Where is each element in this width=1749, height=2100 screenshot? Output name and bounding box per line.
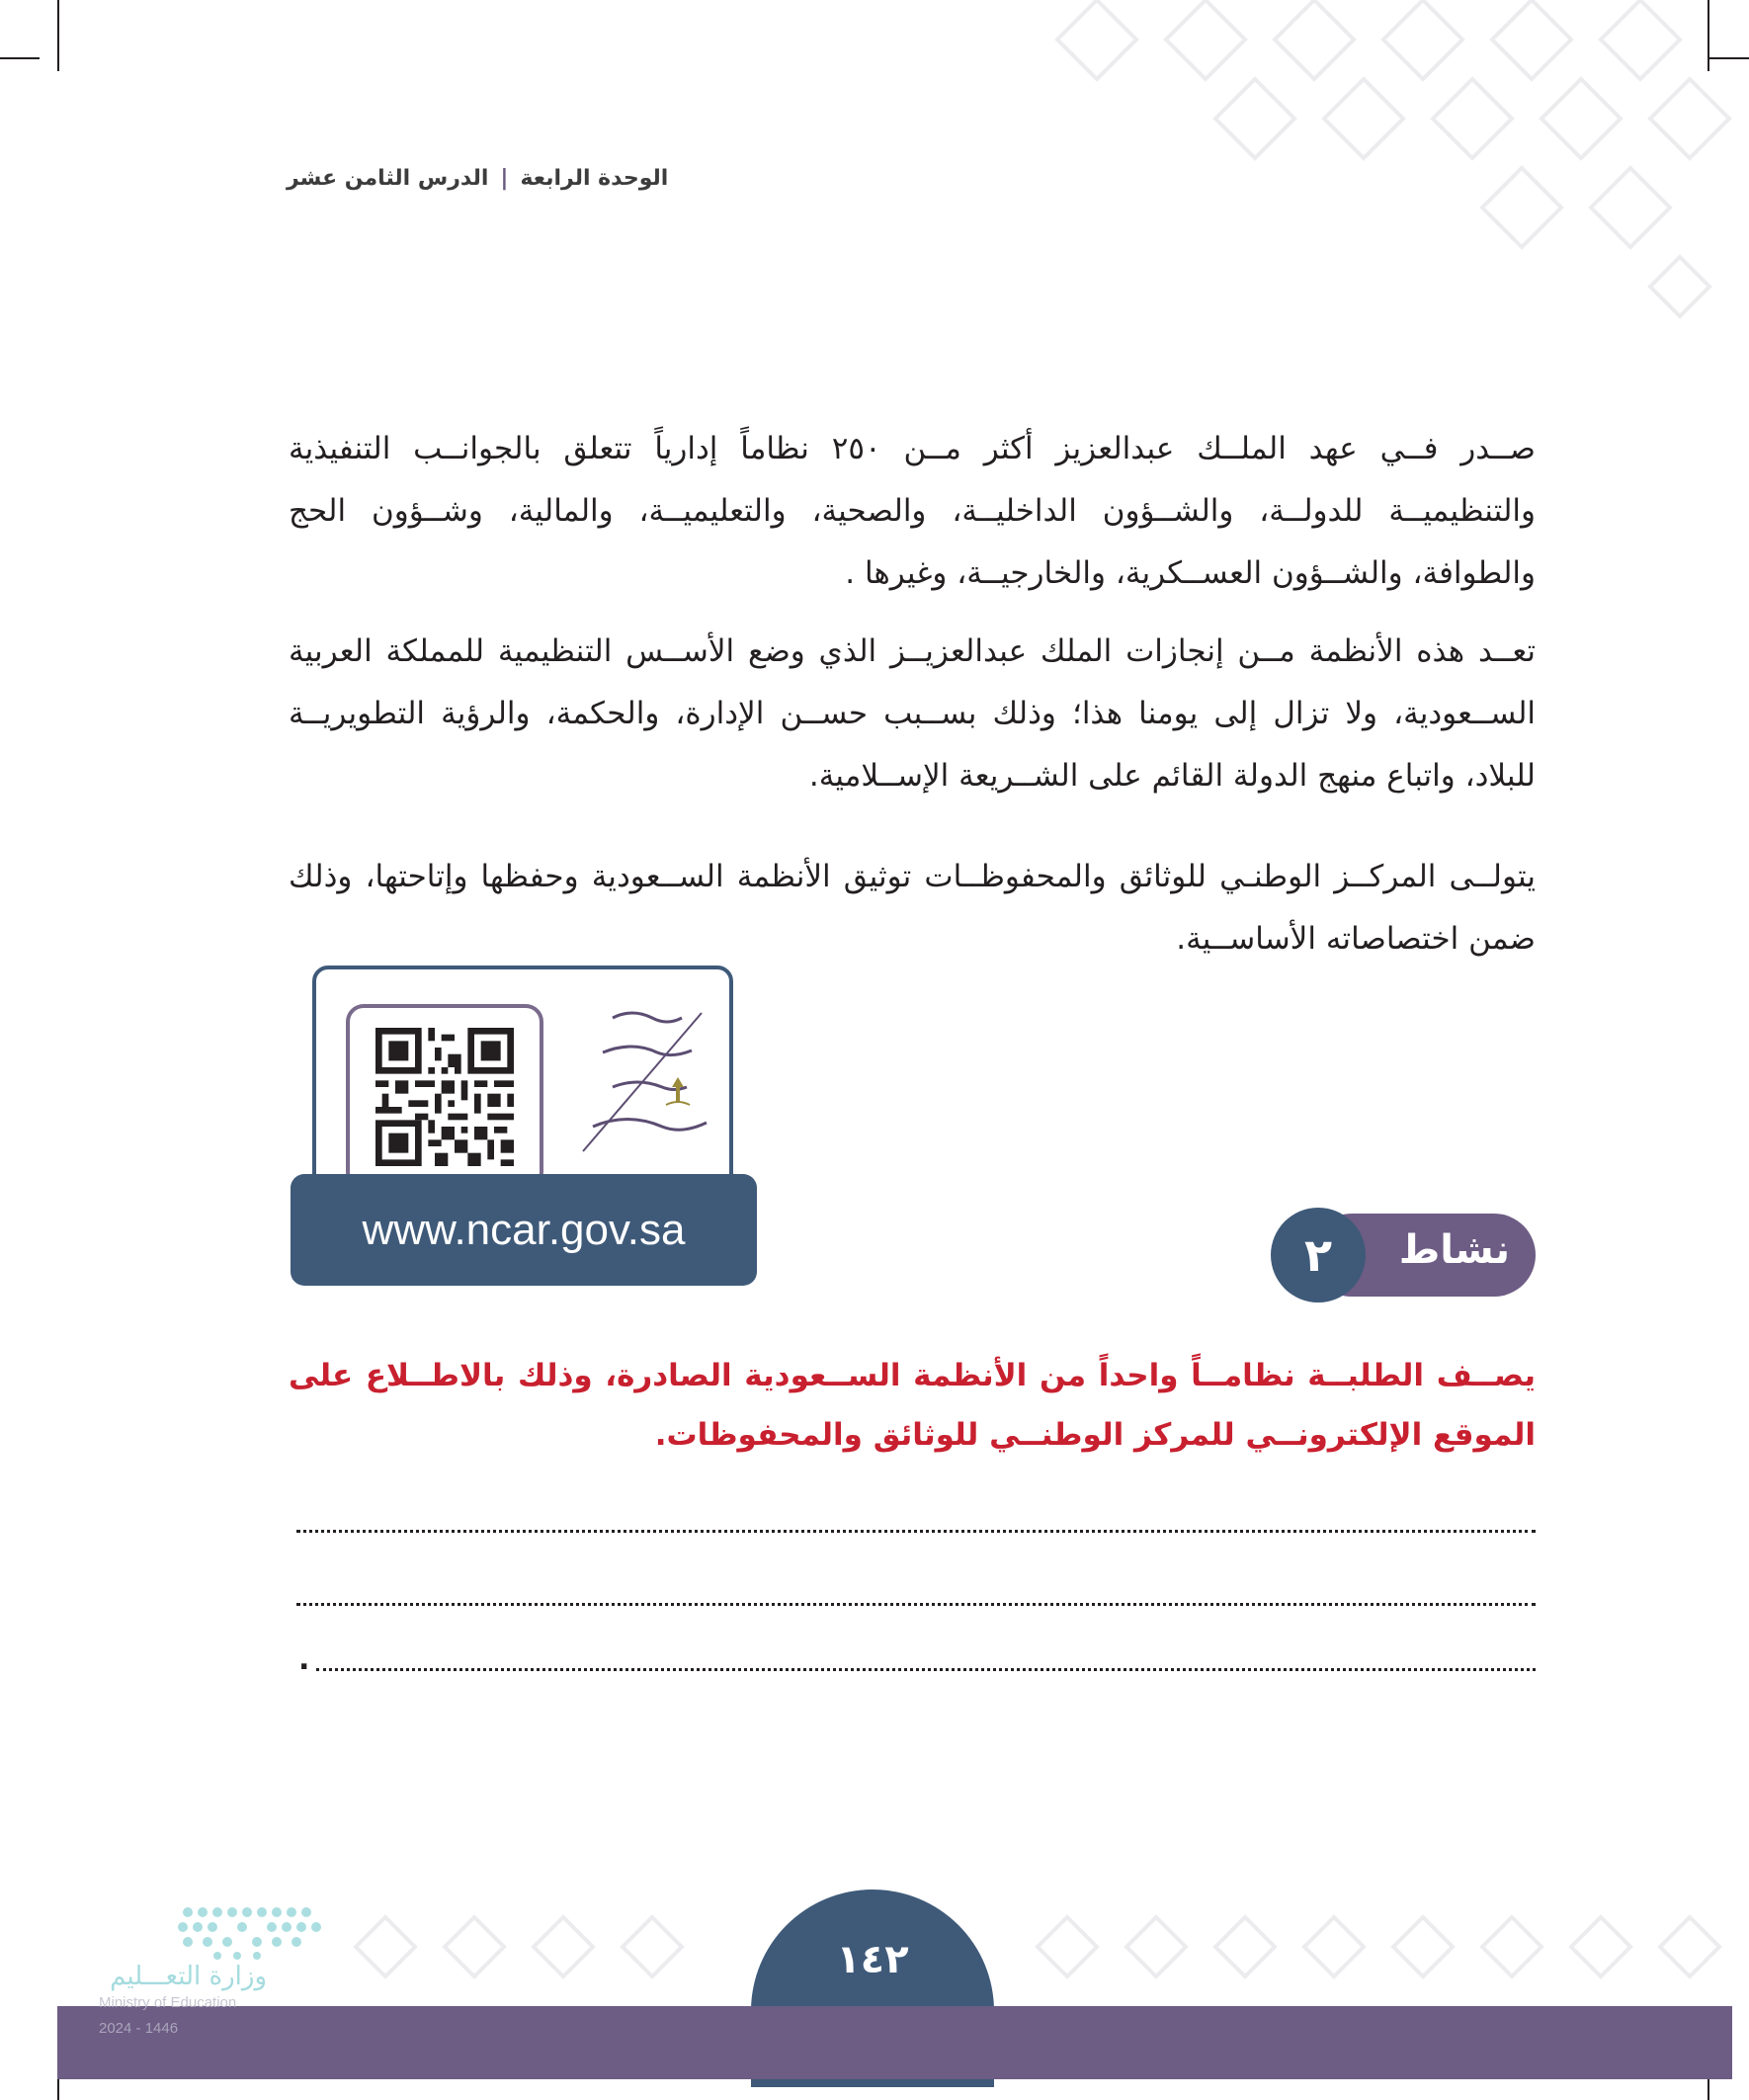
ministry-year: 2024 - 1446	[99, 2020, 179, 2037]
answer-end-mark: .	[298, 1642, 310, 1677]
page-header	[287, 166, 668, 191]
qr-code[interactable]	[346, 1004, 543, 1190]
page-number: ١٤٢	[836, 1937, 909, 1982]
crop-mark	[0, 57, 40, 59]
paragraph-2: تعــد هذه الأنظمة مــن إنجازات الملك عبدالعزيــز الذي وضع الأســس التنظيمية للمملكة العربية الســعودية، ولا تزال إلى يومنا هذا؛ وذلك بســبب حســن الإدارة، والحكمة، والرؤية التطويريــة للبلاد، واتباع منهج الدولة القائم على الشــريعة الإســلامية.	[289, 633, 1536, 794]
crop-mark	[57, 0, 59, 71]
qr-code-icon	[375, 1028, 514, 1166]
website-url[interactable]: www.ncar.gov.sa	[291, 1174, 757, 1286]
lesson-title: الدرس الثامن عشر	[287, 166, 489, 191]
decorative-pattern-bottom	[336, 1888, 1729, 2011]
activity-instructions: يصــف الطلبــة نظامــاً واحداً من الأنظمة الســعودية الصادرة، وذلك بالاطــلاع على الموقع الإلكترونــي للمركز الوطنــي للوثائق والمحفوظات.	[289, 1358, 1536, 1453]
ministry-name: وزارة التعـــليم	[110, 1962, 267, 1991]
paragraph-3: يتولــى المركــز الوطنـي للوثائق والمحفوظــات توثيق الأنظمة الســعودية وحفظها وإتاحتها، وذلك ضمن اختصاصاته الأساســية.	[289, 859, 1536, 957]
activity-label: نشاط	[1398, 1227, 1510, 1273]
answer-line-1[interactable]	[296, 1530, 1536, 1533]
ncar-logo-icon	[573, 998, 721, 1156]
activity-number: ٢	[1271, 1208, 1366, 1302]
unit-title: الوحدة الرابعة	[520, 166, 669, 191]
decorative-pattern-top	[1018, 0, 1749, 326]
answer-line-2[interactable]	[296, 1603, 1536, 1606]
paragraph-1: صــدر فــي عهد الملــك عبدالعزيز أكثر مــن ٢٥٠ نظاماً إدارياً تتعلق بالجوانــب التنفيذية والتنظيميــة للدولــة، والشــؤون الداخليــة، والصحية، والتعليميــة، والمالية، وشــؤون الحج والطوافة، والشــؤون العســكرية، والخارجيــة، وغيرها .	[289, 431, 1536, 591]
activity-badge	[1271, 1208, 1536, 1302]
header-separator: |	[500, 166, 509, 191]
answer-line-3[interactable]	[316, 1668, 1536, 1671]
ministry-name-en: Ministry of Education	[99, 1994, 237, 2011]
